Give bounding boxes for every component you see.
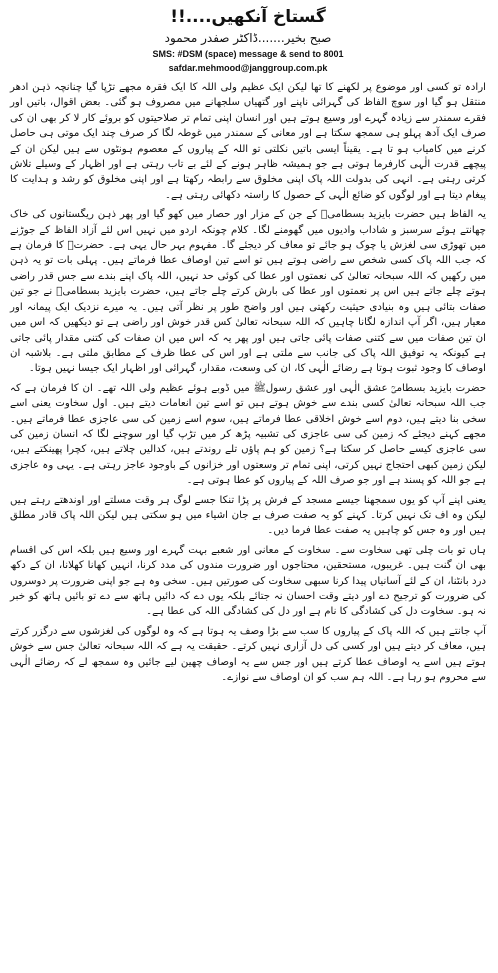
article-paragraph: حضرت بایزید بسطامیؒ عشق الٰہی اور عشق رسولﷺ میں ڈوبے ہوئے عظیم ولی اللہ تھے۔ ان کا فرمان ہے کہ جب اللہ سبحانہ تعالیٰ کسی بندے سے خوش ہوتے ہیں تو اسے تین انعامات دیتے ہیں۔ اول سخاوت یعنی اسے سخی بنا دیتے ہیں، دوم اسے خوش اخلاقی عطا فرماتے ہیں، سوم اسے زمین کی سی عاجزی عطا فرماتے ہیں۔ مجھے کہنے دیجئے کہ زمین کی سی عاجزی کی تشبیہ پڑھ کر میں تڑپ گیا اور سوچنے لگا کہ انسان زمین کی سی عاجزی کیسے حاصل کر سکتا ہے؟ زمین کو ہم پاؤں تلے روندتے ہیں، کدالیں چلاتے ہیں، کچرا پھینکتے ہیں، لیکن زمین کبھی احتجاج نہیں کرتی، اپنی تمام تر وسعتوں اور خزانوں کے باوجود عاجز رہتی ہے۔ یہی وہ عاجزی ہے جو اللہ کو پسند ہے اور جو صرف اللہ کے پیاروں کو عطا ہوتی ہے۔ xyxy=(10,382,486,487)
author-email[interactable]: safdar.mehmood@janggroup.com.pk xyxy=(168,63,328,73)
article-paragraph: ہاں تو بات چلی تھی سخاوت سے۔ سخاوت کے معانی اور شعبے بہت گہرے اور وسیع ہیں بلکہ اس کی اقسام بھی ان گنت ہیں۔ غریبوں، مستحقین، محتاجوں اور ضرورت مندوں کی مدد کرنا، انہیں کھانا کھلانا، ان کے دکھ درد بانٹنا، ان کے لئے آسانیاں پیدا کرنا سبھی سخاوت کی صورتیں ہیں۔ سخی وہ ہے جو اپنی ضرورت پر دوسروں کی ضرورت کو ترجیح دے اور دیتے وقت احسان نہ جتائے بلکہ یوں دے کہ دائیں ہاتھ سے دے تو بائیں ہاتھ کو خبر نہ ہو۔ سخاوت دل کی کشادگی کا نام ہے اور دل کی کشادگی اللہ کی عطا ہے۔ xyxy=(10,544,486,618)
article-paragraph: یعنی اپنے آپ کو یوں سمجھنا جیسے مسجد کے فرش پر پڑا تنکا جسے لوگ ہر وقت مسلتے اور اوندھتے رہتے ہیں لیکن وہ اف تک نہیں کرتا۔ کہنے کو یہ صفت صرف بے جان اشیاء میں ہو سکتی ہیں لیکن اللہ پاک قادر مطلق ہیں اور وہ جس کو چاہیں یہ صفت عطا فرما دیں۔ xyxy=(10,494,486,537)
article-title: گستاخ آنکھیں....!! xyxy=(170,7,326,27)
sms-line: SMS: #DSM (space) message & send to 8001 xyxy=(152,49,344,59)
article-paragraph: ارادہ تو کسی اور موضوع پر لکھنے کا تھا لیکن ایک عظیم ولی اللہ کا ایک فقرہ مجھے تڑپا گیا چنانچہ ذہن ادھر منتقل ہو گیا اور سوچ الفاظ کی گہرائی ناپنے اور گتھیاں سلجھانے میں مصروف ہو گئی۔ بعض اقوال، باتیں اور فقرے سمندر سے زیادہ گہرے اور وسیع ہوتے ہیں اور انسان اپنی تمام تر صلاحیتوں کو بروئے کار لا کر بھی ان کی صرف ایک آدھ پہلو ہی سمجھ سکتا ہے اور معانی کے سمندر میں غوطہ لگا کر صرف چند ایک موتی ہی حاصل کرنے میں کامیاب ہو تا ہے۔ یقیناً ایسی باتیں نکلتی تو اللہ کے پیاروں کے معصوم ہونٹوں سے ہیں لیکن ان کے پیچھے قدرت الٰہی کارفرما ہوتی ہے جو ہمیشہ ظاہر ہونے کے لئے بے تاب رہتی ہے اور اظہار کے وسیلے تلاش کرتی رہتی ہے۔ انہی کی بدولت اللہ پاک اپنی مخلوق سے رابطہ رکھتا ہے اور اپنی مخلوق کو رشد و ہدایت کا پیغام دیتا ہے اور لوگوں کو ضائع الٰہی کے حصول کا راستہ دکھائی رہتی ہے۔ xyxy=(10,82,486,201)
article-paragraph: یہ الفاظ ہیں حضرت بایزید بسطامیؒ کے جن کے مزار اور حصار میں کھو گیا اور پھر ذہن ریگستانوں کی خاک چھانتے ہوئے سرسبز و شاداب وادیوں میں گھومنے لگا۔ کلام چونکہ اردو میں نہیں اس لئے آزاد الفاظ کے جوڑنے میں تھوڑی سی لغزش یا چوک ہو جائے تو معاف کر دیجئے گا۔ مفہوم بہر حال یہی ہے۔ حضرتؒ کا فرمان ہے کہ جب اللہ پاک کسی شخص سے راضی ہوتے ہیں تو اسے تین اوصاف عطا فرماتے ہیں۔ پہلی بات تو یہ ذہن میں رکھیں کہ اللہ سبحانہ تعالیٰ کی نعمتوں اور عطا کی کوئی حد نہیں، اللہ پاک اپنے بندے سے جس قدر راضی ہوتے چلے جاتے ہیں اس پر نعمتوں اور عطا کی بارش کرتے چلے جاتے ہیں، حضرت بایزید بسطامیؒ نے جو تین صفات بتائی ہیں وہ بنیادی حیثیت رکھتی ہیں اور واضح طور پر نظر آتی ہیں۔ یہ میرے نزدیک ایک پیمانہ اور معیار ہیں، اگر آپ اندازہ لگانا چاہیں کہ اللہ سبحانہ تعالیٰ کس قدر خوش اور راضی ہے تو دیکھیں کہ اس میں ان تین صفات میں سے کتنی صفات پائی جاتی ہیں اور پھر یہ کہ اس میں ان صفات کی کتنی مقدار پائی جاتی ہے کیونکہ یہ توفیق اللہ پاک کی جانب سے ملتی ہے اور اس کی عطا ظرف کے مطابق ملتی ہے۔ بلاشبہ ان اوصاف کا وجود ثبوت ہوتا ہے رضائے الٰہی کا، ان کی وسعت، مقدار، گہرائی اور اظہار ایک جیسا نہیں ہوتا۔ xyxy=(10,209,486,375)
article-body xyxy=(10,80,486,685)
article-byline: صبح بخیر.......ڈاکٹر صفدر محمود xyxy=(164,31,332,45)
article-paragraph: آپ جانتے ہیں کہ اللہ پاک کے پیاروں کا سب سے بڑا وصف یہ ہوتا ہے کہ وہ لوگوں کی لغزشوں سے درگزر کرتے ہیں، معاف کر دیتے ہیں اور کسی کی دل آزاری نہیں کرتے۔ حقیقت یہ ہے کہ اللہ سبحانہ تعالیٰ جس سے خوش ہوتے ہیں اسے یہ اوصاف عطا کرتے ہیں اور جس سے یہ اوصاف چھین لیے جائیں وہ سمجھ لے کہ رضائے الٰہی سے محروم ہو رہا ہے۔ اللہ ہم سب کو ان اوصاف سے نوازے۔ xyxy=(10,625,486,684)
